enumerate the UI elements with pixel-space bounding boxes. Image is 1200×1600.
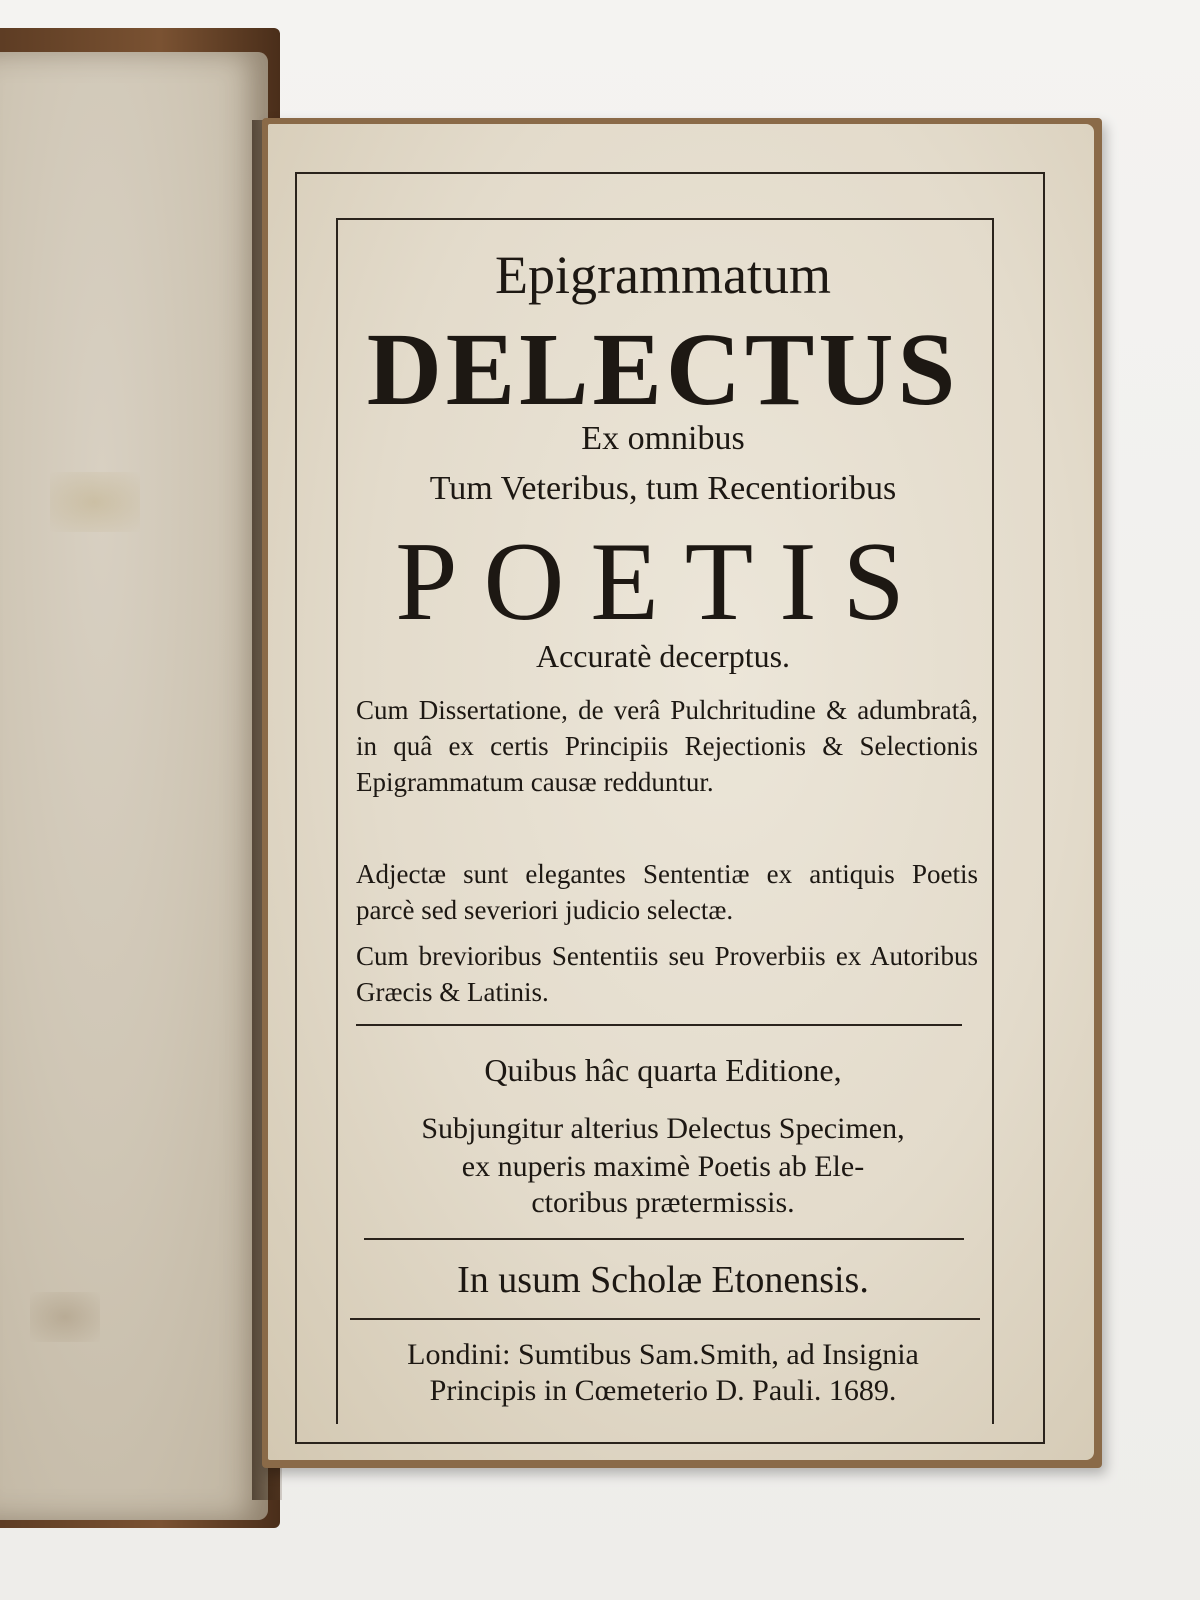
divider-rule (356, 1024, 962, 1026)
foxing-stain (50, 472, 140, 532)
paragraph-proverbiis: Cum brevioribus Sententiis seu Proverbiis ex Autoribus Græcis & Latinis. (356, 941, 978, 1007)
foxing-stain (30, 1292, 100, 1342)
line-quibus: Quibus hâc quarta Editione, (484, 1052, 842, 1088)
line-tum-veteribus: Tum Veteribus, tum Recentioribus (429, 470, 897, 507)
paragraph-sententiae: Adjectæ sunt elegantes Sententiæ ex antiquis Poetis parcè sed severiori judicio selectæ. (356, 859, 978, 925)
line-subjungitur: Subjungitur alterius Delectus Specimen, (421, 1112, 905, 1145)
imprint-londini: Londini: Sumtibus Sam.Smith, ad Insignia (407, 1338, 919, 1371)
paragraph-dissertatione: Cum Dissertatione, de verâ Pulchritudine & adumbratâ, in quâ ex certis Principiis Rejectionis & Selectionis Epigrammatum causæ redduntur. (356, 695, 978, 797)
line-accurate: Accuratè decerptus. (535, 638, 791, 674)
divider-rule (350, 1318, 980, 1320)
left-endpaper (0, 52, 268, 1520)
title-epigrammatum: Epigrammatum (495, 245, 831, 305)
line-in-usum: In usum Scholæ Etonensis. (457, 1259, 869, 1301)
title-poetis: POETIS (395, 520, 931, 644)
line-ctoribus: ctoribus prætermissis. (531, 1186, 795, 1219)
title-delectus: DELECTUS (366, 312, 960, 427)
divider-rule (364, 1238, 964, 1240)
line-ex-omnibus: Ex omnibus (581, 420, 745, 457)
imprint-principis: Principis in Cœmeterio D. Pauli. 1689. (429, 1374, 897, 1407)
line-ex-nuperis: ex nuperis maximè Poetis ab Ele- (461, 1150, 865, 1183)
